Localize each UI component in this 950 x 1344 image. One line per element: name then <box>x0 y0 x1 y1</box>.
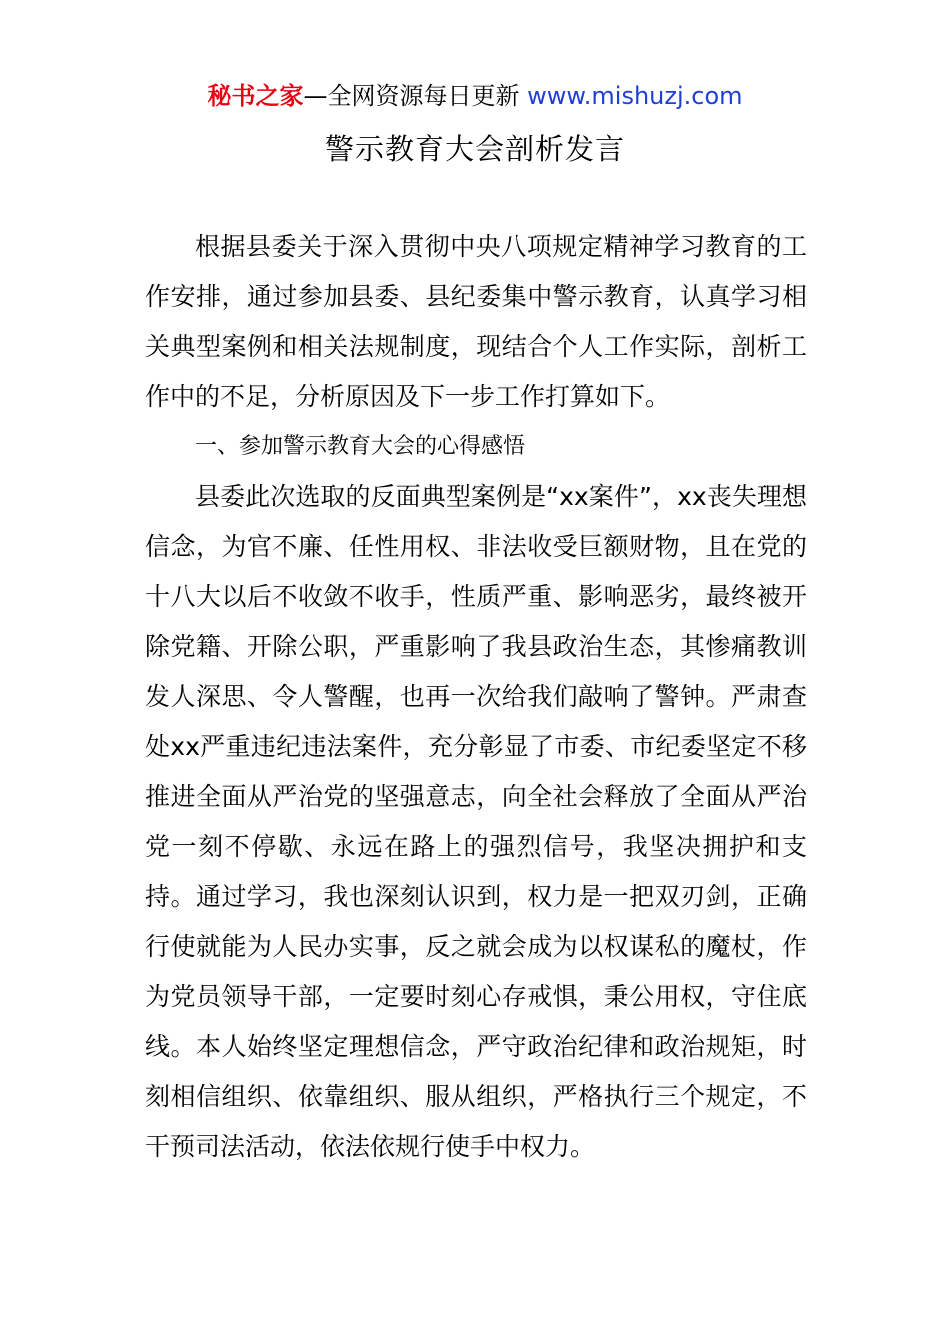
intro-paragraph: 根据县委关于深入贯彻中央八项规定精神学习教育的工作安排，通过参加县委、县纪委集中警示教育，认真学习相关典型案例和相关法规制度，现结合个人工作实际，剖析工作中的不足，分析原因及下一步工作打算如下。 <box>145 232 807 411</box>
section-heading: 一、参加警示教育大会的心得感悟 <box>195 434 526 459</box>
header-tagline: —全网资源每日更新 <box>303 82 528 110</box>
site-url-link[interactable]: www.mishuzj.com <box>527 82 743 110</box>
body-paragraph: 县委此次选取的反面典型案例是“xx案件”，xx丧失理想信念，为官不廉、任性用权、非法收受巨额财物，且在党的十八大以后不收敛不收手，性质严重、影响恶劣，最终被开除党籍、开除公职，严重影响了我县政治生态，其惨痛教训发人深思、令人警醒，也再一次给我们敲响了警钟。严肃查处xx严重违纪违法案件，充分彰显了市委、市纪委坚定不移推进全面从严治党的坚强意志，向全社会释放了全面从严治党一刻不停歇、永远在路上的强烈信号，我坚决拥护和支持。通过学习，我也深刻认识到，权力是一把双刃剑，正确行使就能为人民办实事，反之就会成为以权谋私的魔杖，作为党员领导干部，一定要时刻心存戒惧，秉公用权，守住底线。本人始终坚定理想信念，严守政治纪律和政治规矩，时刻相信组织、依靠组织、服从组织，严格执行三个规定，不干预司法活动，依法依规行使手中权力。 <box>145 482 807 1161</box>
site-header <box>0 80 950 112</box>
brand-name: 秘书之家 <box>207 82 304 110</box>
document-body <box>145 222 807 1172</box>
document-title: 警示教育大会剖析发言 <box>324 132 625 166</box>
